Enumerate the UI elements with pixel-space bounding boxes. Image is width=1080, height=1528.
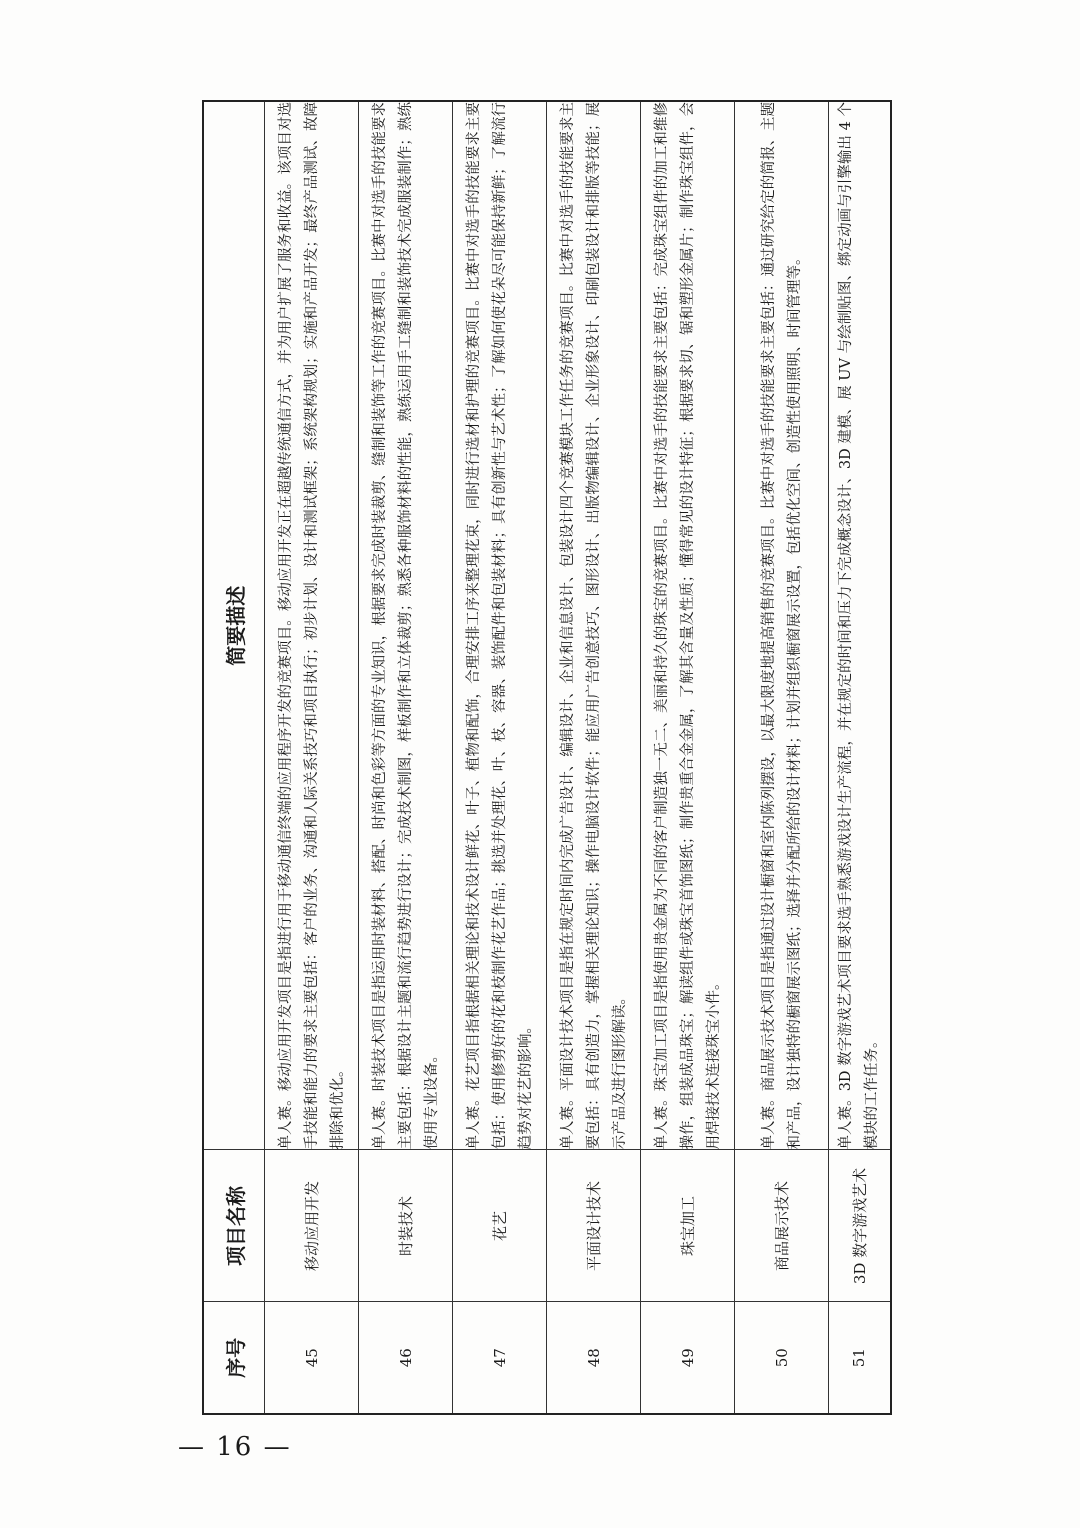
project-name: 商品展示技术 bbox=[735, 1150, 829, 1302]
page-number: — 16 — bbox=[178, 1432, 292, 1462]
table-row bbox=[829, 101, 891, 1414]
project-name: 花艺 bbox=[453, 1150, 547, 1302]
header-no: 序号 bbox=[203, 1302, 265, 1414]
table-header-row bbox=[203, 101, 265, 1414]
table-row bbox=[735, 101, 829, 1414]
row-number: 45 bbox=[265, 1302, 359, 1414]
table-row bbox=[547, 101, 641, 1414]
rotated-page bbox=[202, 100, 888, 1415]
project-description: 单人赛。平面设计技术项目是指在规定时间内完成广告设计、编辑设计、企业和信息设计、包装设计四个竞赛模块工作任务的竞赛项目。比赛中对选手的技能要求主要包括：具有创造力，掌握相关理论知识；操作电脑设计软件；能应用广告创意技巧、图形设计、出版物编辑设计、企业形象设计、印刷包装设计和排版等技能；展示产品及进行图形解读。 bbox=[547, 101, 641, 1150]
row-number: 51 bbox=[829, 1302, 891, 1414]
project-name: 珠宝加工 bbox=[641, 1150, 735, 1302]
header-desc: 简要描述 bbox=[203, 101, 265, 1150]
table-row bbox=[641, 101, 735, 1414]
project-name: 3D 数字游戏艺术 bbox=[829, 1150, 891, 1302]
project-description: 单人赛。时装技术项目是指运用时装材料、搭配、时尚和色彩等方面的专业知识，根据要求完成时装裁剪、缝制和装饰等工作的竞赛项目。比赛中对选手的技能要求主要包括：根据设计主题和流行趋势进行设计；完成技术制图，样板制作和立体裁剪；熟悉各种服饰材料的性能，熟练运用手工缝制和装饰技术完成服装制作；熟练使用专业设备。 bbox=[359, 101, 453, 1150]
project-name: 移动应用开发 bbox=[265, 1150, 359, 1302]
project-name: 平面设计技术 bbox=[547, 1150, 641, 1302]
project-description: 单人赛。花艺项目指根据相关理论和技术设计鲜花、叶子、植物和配饰，合理安排工序来整理花束，同时进行选材和护理的竞赛项目。比赛中对选手的技能要求主要包括：使用修剪好的花和枝制作花艺作品；挑选并处理花、叶、枝、容器、装饰配件和包装材料；具有创新性与艺术性；了解如何使花朵尽可能保持新鲜；了解流行趋势对花艺的影响。 bbox=[453, 101, 547, 1150]
row-number: 49 bbox=[641, 1302, 735, 1414]
row-number: 46 bbox=[359, 1302, 453, 1414]
table-row bbox=[359, 101, 453, 1414]
project-description: 单人赛。珠宝加工项目是指使用贵金属为不同的客户制造独一无二、美丽和持久的珠宝的竞赛项目。比赛中对选手的技能要求主要包括：完成珠宝组件的加工和维修操作，组装成品珠宝；解读组件或珠宝首饰图纸；制作贵重合金金属，了解其含量及性质；懂得常见的设计特征；根据要求切、锯和塑形金属片；制作珠宝组件，会用焊接技术连接珠宝小件。 bbox=[641, 101, 735, 1150]
project-description: 单人赛。商品展示技术项目是指通过设计橱窗和室内陈列摆设，以最大限度地提高销售的竞赛项目。比赛中对选手的技能要求主要包括：通过研究给定的简报、主题和产品，设计独特的橱窗展示图纸；选择并分配所给的设计材料；计划并组织橱窗展示设置，包括优化空间、创造性使用照明、时间管理等。 bbox=[735, 101, 829, 1150]
header-name: 项目名称 bbox=[203, 1150, 265, 1302]
project-description: 单人赛。3D 数字游戏艺术项目要求选手熟悉游戏设计生产流程，并在规定的时间和压力下完成概念设计、3D 建模、展 UV 与绘制贴图、绑定动画与引擎输出 4 个模块的工作任务。 bbox=[829, 101, 891, 1150]
table-row bbox=[265, 101, 359, 1414]
competition-table bbox=[202, 100, 892, 1415]
row-number: 50 bbox=[735, 1302, 829, 1414]
project-description: 单人赛。移动应用开发项目是指进行用于移动通信终端的应用程序开发的竞赛项目。移动应用开发正在超越传统通信方式，并为用户扩展了服务和收益。该项目对选手技能和能力的要求主要包括：客户的业务、沟通和人际关系技巧和项目执行；初步计划、设计和测试框架；系统架构规划；实施和产品开发；最终产品测试、故障排除和优化。 bbox=[265, 101, 359, 1150]
row-number: 48 bbox=[547, 1302, 641, 1414]
project-name: 时装技术 bbox=[359, 1150, 453, 1302]
table-row bbox=[453, 101, 547, 1414]
row-number: 47 bbox=[453, 1302, 547, 1414]
